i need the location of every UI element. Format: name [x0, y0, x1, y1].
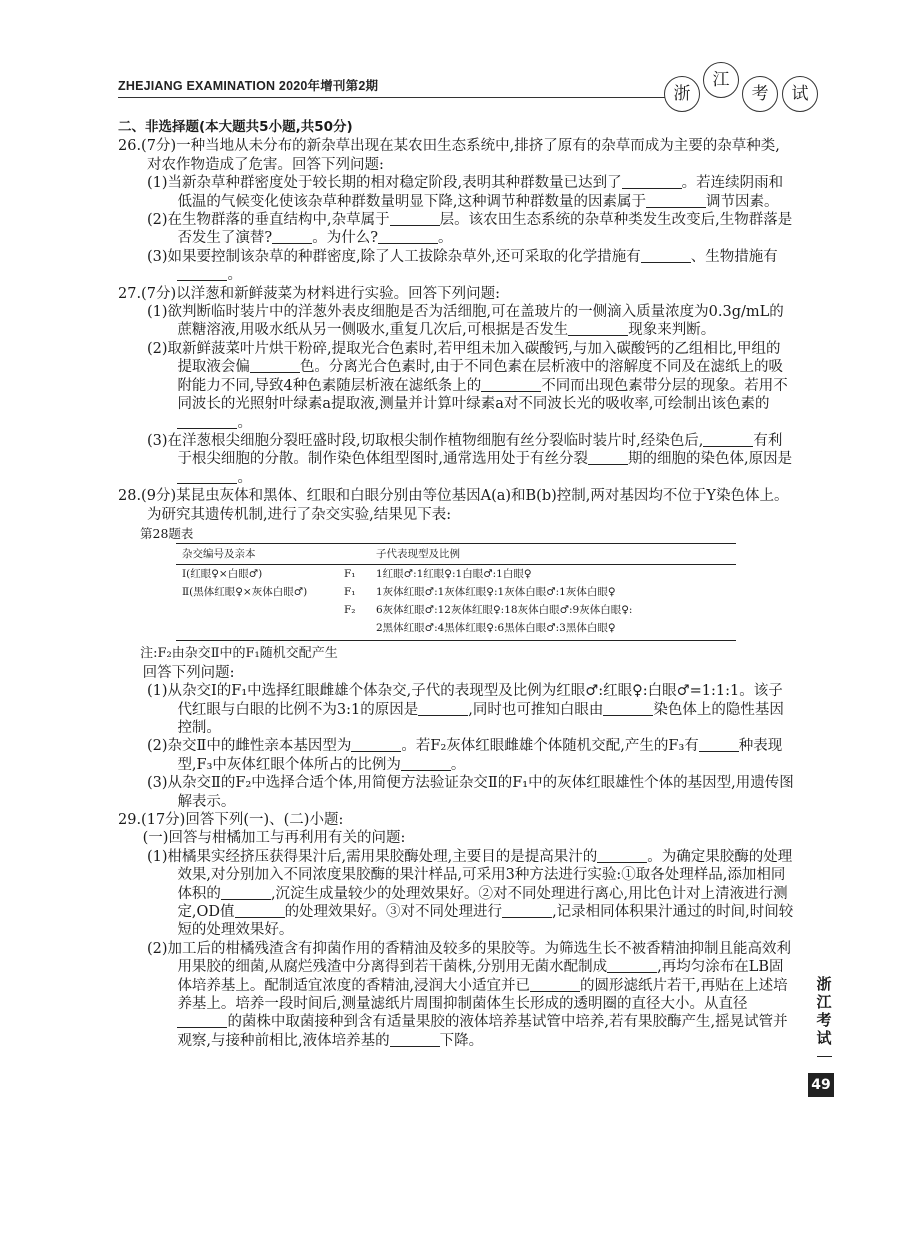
q29-part-1-1 [118, 848, 794, 940]
q29-s2d: 的菌株中取菌接种到含有适量果胶的液体培养基试管中培养,若有果胶酶产生,摇晃试管并观察,与接种前相比,液体培养基的 [177, 1014, 788, 1049]
q29-s2a: (2)加工后的柑橘残渣含有抑菌作用的香精油及较多的果胶等。为筛选生长不被香精油抑制且能高效利用果胶的细菌,从腐烂残渣中分离得到若干菌株,分别用无菌水配制成 [147, 940, 792, 976]
answer-blank[interactable] [235, 903, 285, 918]
q29-s2c: 的圆形滤纸片若干,再贴在上述培养基上。培养一段时间后,测量滤纸片周围抑制菌体生长形成的透明圈的直径大小。从直径 [177, 977, 788, 1013]
q29-s1b: 。为确定果胶酶的处理效果,对分别加入不同浓度果胶酶的果汁样品,可采用3种方法进行实验:①取各处理样品,添加相同体积的 [177, 848, 793, 902]
q26-s3b: 、生物措施有 [690, 248, 778, 265]
table-cell: 1红眼♂:1红眼♀:1白眼♂:1白眼♀ [376, 568, 532, 581]
q26-stem: 26.(7分)一种当地从未分布的新杂草出现在某农田生态系统中,排挤了原有的杂草而成为主要的杂草种类,对农作物造成了危害。回答下列问题: [118, 138, 780, 173]
page-header [118, 66, 818, 106]
table-row [176, 583, 736, 601]
table-cell: 6灰体红眼♂:12灰体红眼♀:18灰体白眼♂:9灰体白眼♀: [376, 604, 633, 617]
q26-s2a: (2)在生物群落的垂直结构中,杂草属于 [147, 212, 390, 229]
answer-blank[interactable] [481, 377, 541, 392]
q27-stem: 27.(7分)以洋葱和新鲜菠菜为材料进行实验。回答下列问题: [118, 285, 500, 302]
q29-part-1-2 [118, 940, 794, 1050]
answer-blank[interactable] [588, 450, 628, 465]
q27-part-1 [118, 303, 794, 340]
q29-s2b: ,再均匀涂布在LB固体培养基上。配制适宜浓度的香精油,浸润大小适宜并已 [177, 959, 784, 994]
q26-part-2 [118, 211, 794, 248]
seal-char-4: 试 [782, 76, 818, 112]
q26-s2d: 。 [438, 230, 453, 247]
table-header-row [176, 544, 736, 565]
exam-content [118, 118, 794, 1050]
table-row [176, 565, 736, 584]
q27-s2b: 色。分离光合色素时,由于不同色素在层析液中的溶解度不同及在滤纸上的吸附能力不同,导致4种色素随层析液在滤纸条上的 [177, 359, 784, 394]
answer-blank[interactable] [502, 903, 552, 918]
answer-blank[interactable] [390, 211, 440, 226]
answer-blank[interactable] [272, 229, 312, 244]
answer-blank[interactable] [177, 1013, 227, 1028]
table-cell: Ⅰ(红眼♀×白眼♂) [182, 568, 263, 581]
question-26 [118, 137, 794, 284]
answer-blank[interactable] [401, 756, 451, 771]
q26-part-3 [118, 248, 794, 285]
q26-s1c: 调节因素。 [706, 193, 779, 210]
table-cell: Ⅱ(黑体红眼♀×灰体白眼♂) [182, 586, 308, 599]
q26-s1a: (1)当新杂草种群密度处于较长期的相对稳定阶段,表明其种群数量已达到了 [147, 175, 622, 192]
answer-blank[interactable] [378, 229, 438, 244]
answer-blank[interactable] [530, 977, 580, 992]
table-row [176, 601, 736, 619]
q28-s1a: (1)从杂交Ⅰ的F₁中选择红眼雌雄个体杂交,子代的表现型及比例为红眼♂:红眼♀:白眼♂=1:1:1。该子代红眼与白眼的比例不为3:1的原因是 [147, 683, 783, 718]
q28-prompt: 回答下列问题: [142, 664, 235, 681]
cross-results-table [176, 543, 736, 641]
seal-char-2: 江 [703, 62, 739, 98]
q27-s3d: 。 [237, 469, 252, 486]
answer-blank[interactable] [221, 885, 271, 900]
table-cell [176, 601, 338, 619]
answer-blank[interactable] [177, 469, 237, 484]
q26-s1b: 。若连续阴雨和低温的气候变化使该杂草种群数量明显下降,这种调节种群数量的因素属于 [177, 175, 784, 210]
answer-blank[interactable] [641, 248, 691, 263]
table-row [176, 619, 736, 641]
q29-s1e: ,记录相同体积果汁通过的时间,时间较短的处理效果好。 [177, 904, 794, 939]
q28-s2b: 。若F₂灰体红眼雌雄个体随机交配,产生的F₃有 [401, 738, 699, 755]
section-title: 二、非选择题(本大题共5小题,共50分) [118, 119, 353, 135]
answer-blank[interactable] [699, 737, 739, 752]
table-caption: 第28题表 [140, 525, 194, 541]
q27-part-2 [118, 340, 794, 432]
q27-s3b: 有利于根尖细胞的分散。制作染色体组型图时,通常选用处于有丝分裂 [177, 432, 783, 468]
answer-blank[interactable] [418, 701, 468, 716]
q26-part-1 [118, 174, 794, 211]
answer-blank[interactable] [177, 266, 227, 281]
header-rule [118, 97, 678, 98]
answer-blank[interactable] [603, 701, 653, 716]
q27-part-3 [118, 432, 794, 487]
table-cell: F₂ [344, 604, 356, 617]
q29-part-1-title: (一)回答与柑橘加工与再利用有关的问题: [142, 830, 406, 847]
answer-blank[interactable] [250, 358, 300, 373]
header-title: ZHEJIANG EXAMINATION 2020年增刊第2期 [118, 79, 379, 93]
q28-stem: 28.(9分)某昆虫灰体和黑体、红眼和白眼分别由等位基因A(a)和B(b)控制,两对基因均不位于Y染色体上。为研究其遗传机制,进行了杂交实验,结果见下表: [118, 488, 789, 523]
answer-blank[interactable] [177, 414, 237, 429]
q27-s3a: (3)在洋葱根尖细胞分裂旺盛时段,切取根尖制作植物细胞有丝分裂临时装片时,经染色后, [147, 432, 704, 449]
question-29 [118, 811, 794, 1050]
q29-s1a: (1)柑橘果实经挤压获得果汁后,需用果胶酶处理,主要目的是提高果汁的 [147, 848, 598, 865]
q27-s2c: 不同而出现色素带分层的现象。若用不同波长的光照射叶绿素a提取液,测量并计算叶绿素a对不同波长光的吸收率,可绘制出该色素的 [177, 377, 788, 413]
q28-s1c: 染色体上的隐性基因控制。 [177, 701, 784, 736]
answer-blank[interactable] [390, 1032, 440, 1047]
seal-char-1: 浙 [664, 76, 700, 112]
table-cell: F₁ [344, 586, 356, 599]
q27-s3c: 期的细胞的染色体,原因是 [628, 451, 793, 468]
q28-s2c: 种表现型,F₃中灰体红眼个体所占的比例为 [177, 738, 783, 773]
q28-part-1 [118, 682, 794, 737]
q28-part-3: (3)从杂交Ⅱ的F₂中选择合适个体,用简便方法验证杂交Ⅱ的F₁中的灰体红眼雄性个体的基因型,用遗传图解表示。 [147, 775, 794, 810]
q29-stem: 29.(17分)回答下列(一)、(二)小题: [118, 812, 344, 828]
question-27 [118, 285, 794, 487]
q27-s1a: (1)欲判断临时装片中的洋葱外表皮细胞是否为活细胞,可在盖玻片的一侧滴入质量浓度为0.3g/mL的蔗糖溶液,用吸水纸从另一侧吸水,重复几次后,可根据是否发生 [147, 304, 784, 339]
answer-blank[interactable] [622, 174, 682, 189]
q26-s3a: (3)如果要控制该杂草的种群密度,除了人工拔除杂草外,还可采取的化学措施有 [147, 248, 641, 265]
answer-blank[interactable] [703, 432, 753, 447]
page-number: 49 [808, 1073, 834, 1097]
table-header: 子代表现型及比例 [370, 544, 736, 565]
side-label: 浙江考试 [816, 975, 832, 1047]
table-note: 注:F₂由杂交Ⅱ中的F₁随机交配产生 [140, 646, 338, 662]
question-28 [118, 487, 794, 811]
side-rule [817, 1056, 832, 1057]
q28-s2d: 。 [450, 756, 466, 773]
table-cell: 2黑体红眼♂:4黑体红眼♀:6黑体白眼♂:3黑体白眼♀ [370, 619, 736, 641]
table-header [338, 544, 370, 565]
table-cell: 1灰体红眼♂:1灰体红眼♀:1灰体白眼♂:1灰体白眼♀ [376, 586, 616, 599]
q29-s2e: 下降。 [439, 1032, 484, 1049]
answer-blank[interactable] [568, 321, 628, 336]
q29-s1d: 的处理效果好。③对不同处理进行 [284, 904, 503, 921]
q27-s2d: 。 [237, 414, 252, 431]
q28-s1b: ,同时也可推知白眼由 [468, 701, 604, 718]
seal-char-3: 考 [742, 76, 778, 112]
q26-s3c: 。 [227, 267, 242, 284]
table-cell: F₁ [344, 568, 356, 581]
answer-blank[interactable] [351, 737, 401, 752]
table-header: 杂交编号及亲本 [176, 544, 338, 565]
q26-s2b: 层。该农田生态系统的杂草种类发生改变后,生物群落是否发生了演替? [177, 212, 793, 247]
q28-s2a: (2)杂交Ⅱ中的雌性亲本基因型为 [147, 738, 352, 755]
q27-s1b: 现象来判断。 [628, 322, 716, 339]
answer-blank[interactable] [597, 848, 647, 863]
q28-part-2 [118, 737, 794, 774]
q29-s1c: ,沉淀生成量较少的处理效果好。②对不同处理进行离心,用比色计对上清液进行测定,OD值 [177, 885, 788, 921]
answer-blank[interactable] [607, 958, 657, 973]
q26-s2c: 。为什么? [312, 230, 378, 247]
q27-s2a: (2)取新鲜菠菜叶片烘干粉碎,提取光合色素时,若甲组未加入碳酸钙,与加入碳酸钙的乙组相比,甲组的提取液会偏 [147, 340, 781, 376]
table-cell [338, 619, 370, 641]
answer-blank[interactable] [646, 193, 706, 208]
table-cell [176, 619, 338, 641]
